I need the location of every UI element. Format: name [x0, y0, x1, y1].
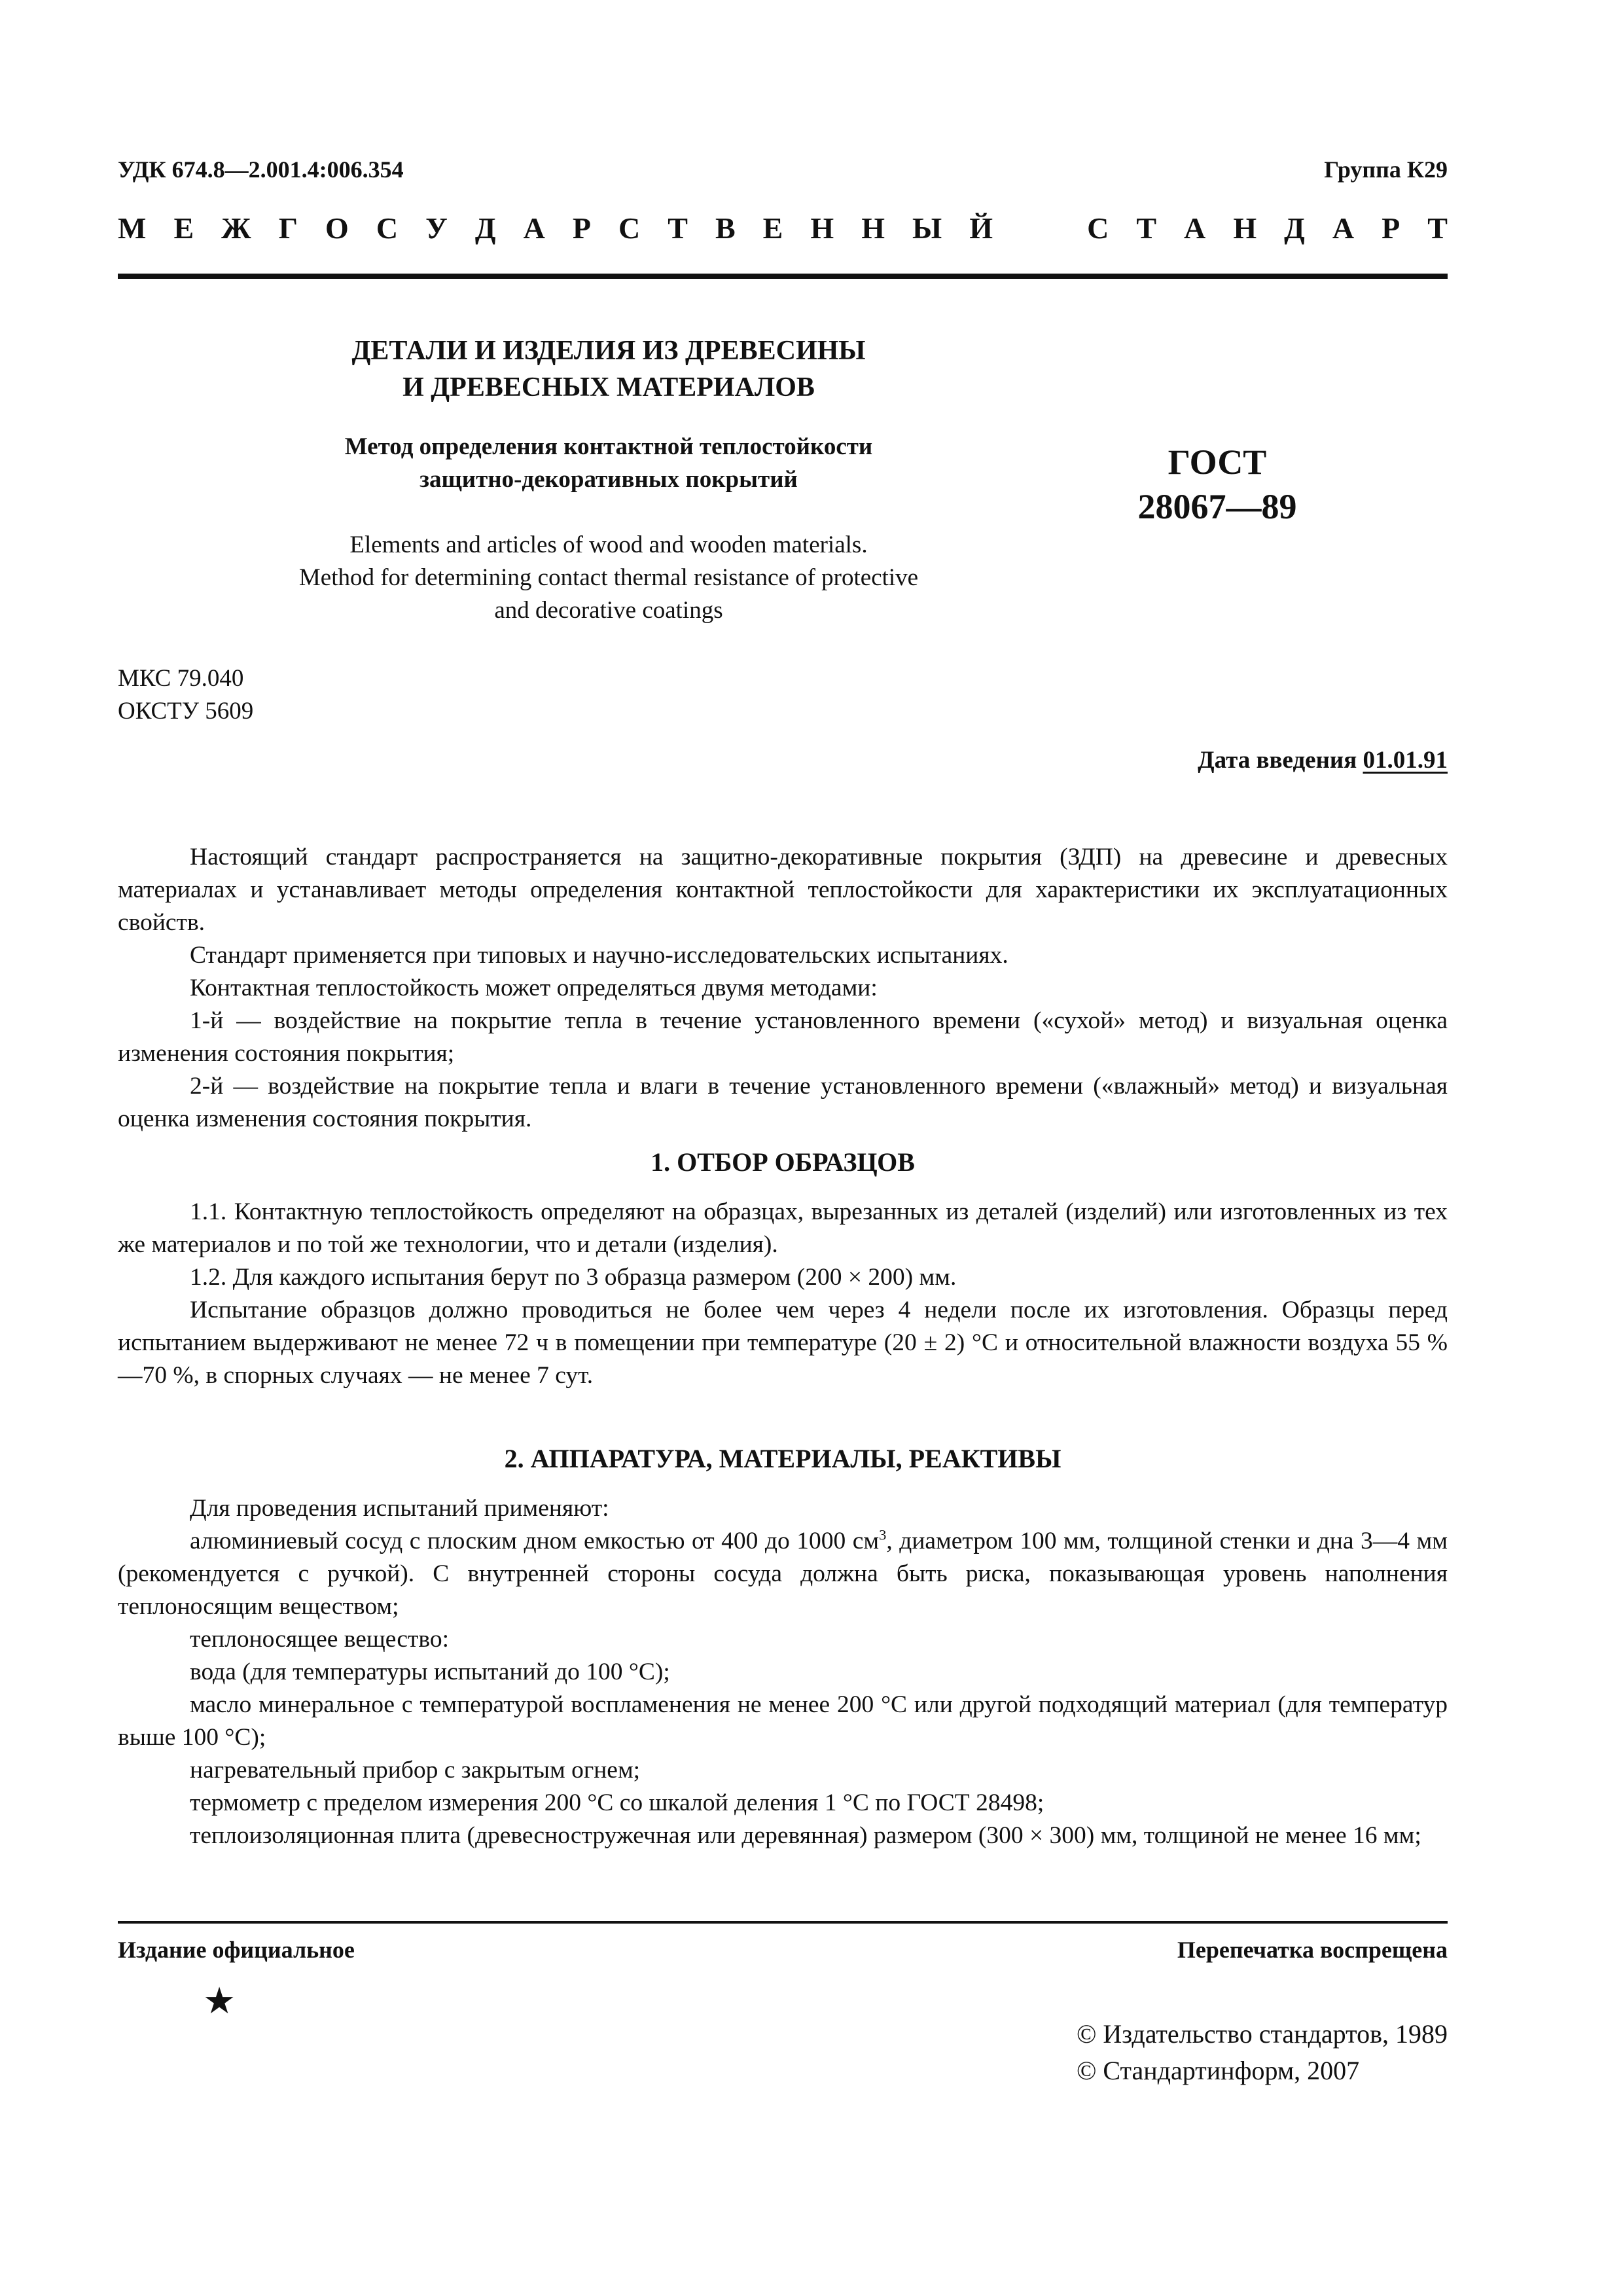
banner-letter: Т: [1427, 211, 1448, 245]
section-1-paragraph: 1.2. Для каждого испытания берут по 3 образца размером (200 × 200) мм.: [190, 1264, 957, 1291]
english-title-line-2: Method for determining contact thermal resistance of protective: [298, 564, 919, 591]
section-1-heading: 1. ОТБОР ОБРАЗЦОВ: [651, 1147, 915, 1177]
group-code: Группа К29: [1324, 156, 1448, 183]
banner-letter: Д: [1284, 211, 1305, 245]
banner-letter: С: [1087, 211, 1109, 245]
document-title: [249, 332, 969, 406]
banner-letter: Н: [1233, 211, 1257, 245]
banner-letter: Д: [474, 211, 496, 245]
section-1-paragraph: Испытание образцов должно проводиться не более чем через 4 недели после их изготовления. Образцы перед испытанием выдерживают не менее 72 ч в помещении при температуре (20 ± 2) °С и относительной влажности воздуха 55 %—70 %, в спорных случаях — не менее 7 сут.: [118, 1297, 1448, 1389]
banner-letter: В: [715, 211, 736, 245]
banner-letter: Р: [1382, 211, 1400, 245]
intro-paragraph: Стандарт применяется при типовых и научно-исследовательских испытаниях.: [190, 942, 1008, 969]
copyright-block: [1077, 2016, 1448, 2089]
footer-rule: [118, 1921, 1448, 1924]
banner-letter: О: [325, 211, 349, 245]
banner-letter: Г: [278, 211, 298, 245]
star-icon: ★: [203, 1981, 236, 2022]
gost-number: [1060, 440, 1374, 529]
banner-letter: С: [618, 211, 641, 245]
banner-letter: А: [1184, 211, 1206, 245]
english-title-line-1: Elements and articles of wood and wooden materials.: [349, 531, 868, 558]
section-1-text: [118, 1196, 1448, 1392]
intro-paragraph: 1-й — воздействие на покрытие тепла в течение установленного времени («сухой» метод) и визуальная оценка изменения состояния покрытия;: [118, 1007, 1448, 1067]
title-line-1: ДЕТАЛИ И ИЗДЕЛИЯ ИЗ ДРЕВЕСИНЫ: [351, 336, 866, 366]
section-2-paragraph: теплоносящее вещество:: [190, 1626, 449, 1653]
banner-letter: Н: [810, 211, 834, 245]
section-2-heading: 2. АППАРАТУРА, МАТЕРИАЛЫ, РЕАКТИВЫ: [504, 1444, 1061, 1473]
banner-letter: Е: [762, 211, 783, 245]
banner-letter: А: [1332, 211, 1355, 245]
gost-code: 28067—89: [1137, 487, 1297, 526]
interstate-standard-banner: [118, 213, 1448, 243]
subtitle-line-2: защитно-декоративных покрытий: [419, 466, 798, 493]
section-2-paragraph: теплоизоляционная плита (древесностружечная или деревянная) размером (300 × 300) мм, толщиной не менее 16 мм;: [190, 1822, 1421, 1849]
introduction-date-value: 01.01.91: [1363, 747, 1448, 774]
reprint-prohibited-label: Перепечатка воспрещена: [1177, 1937, 1448, 1963]
subtitle-line-1: Метод определения контактной теплостойкости: [344, 433, 873, 460]
banner-letter: У: [425, 211, 448, 245]
document-subtitle: [249, 431, 969, 496]
banner-letter: Ы: [912, 211, 942, 245]
section-2-paragraph: термометр с пределом измерения 200 °С со шкалой деления 1 °С по ГОСТ 28498;: [190, 1789, 1044, 1816]
section-2-paragraph: [118, 1525, 1448, 1623]
header-rule: [118, 274, 1448, 279]
classification-codes: [118, 662, 253, 728]
section-2-paragraph: масло минеральное с температурой воспламенения не менее 200 °С или другой подходящий материал (для температур выше 100 °С);: [118, 1691, 1448, 1751]
intro-paragraph: Контактная теплостойкость может определяться двумя методами:: [190, 975, 878, 1001]
section-2-text: [118, 1492, 1448, 1852]
introduction-date: [1198, 746, 1448, 774]
section-1-paragraph: 1.1. Контактную теплостойкость определяют на образцах, вырезанных из деталей (изделий) или изготовленных из тех же материалов и по той же технологии, что и детали (изделия).: [118, 1198, 1448, 1258]
gost-label: ГОСТ: [1168, 442, 1267, 482]
banner-letter: С: [376, 211, 399, 245]
copyright-line-1: © Издательство стандартов, 1989: [1076, 2019, 1448, 2049]
banner-letter: Р: [572, 211, 591, 245]
english-title: [216, 529, 1001, 627]
banner-letter: Т: [1136, 211, 1157, 245]
banner-letter: А: [523, 211, 545, 245]
section-2-paragraph: вода (для температуры испытаний до 100 °С);: [190, 1659, 670, 1685]
udk-code: УДК 674.8—2.001.4:006.354: [118, 156, 404, 183]
banner-letter: Й: [969, 211, 993, 245]
intro-paragraph: Настоящий стандарт распространяется на защитно-декоративные покрытия (ЗДП) на древесине и древесных материалах и устанавливает методы определения контактной теплостойкости для характеристики их эксплуатационных свойств.: [118, 844, 1448, 936]
banner-letter: Ж: [221, 211, 251, 245]
banner-word-gap: [1020, 213, 1060, 243]
introduction-text: [118, 841, 1448, 1136]
section-2-paragraph: Для проведения испытаний применяют:: [190, 1495, 609, 1522]
title-line-2: И ДРЕВЕСНЫХ МАТЕРИАЛОВ: [402, 372, 815, 403]
okstu-code: ОКСТУ 5609: [118, 698, 254, 725]
cubic-superscript: 3: [879, 1526, 887, 1543]
english-title-line-3: and decorative coatings: [494, 597, 723, 624]
banner-letter: Т: [668, 211, 688, 245]
copyright-line-2: © Стандартинформ, 2007: [1076, 2056, 1360, 2085]
intro-paragraph: 2-й — воздействие на покрытие тепла и влаги в течение установленного времени («влажный» метод) и визуальная оценка изменения состояния покрытия.: [118, 1073, 1448, 1132]
banner-letter: Е: [173, 211, 194, 245]
section-2-paragraph: нагревательный прибор с закрытым огнем;: [190, 1757, 641, 1784]
vessel-text-b: , диаметром 100 мм, толщиной стенки и дна 3—4 мм (рекомендуется с ручкой). С внутренней стороны сосуда должна быть риска, показывающая уровень наполнения теплоносящим веществом;: [118, 1528, 1448, 1620]
official-edition-label: Издание официальное: [118, 1937, 355, 1963]
mks-code: МКС 79.040: [118, 665, 244, 692]
introduction-date-label: Дата введения: [1198, 747, 1363, 774]
banner-letter: М: [118, 211, 147, 245]
banner-letter: Н: [861, 211, 885, 245]
vessel-text-a: алюминиевый сосуд с плоским дном емкостью от 400 до 1000 см: [190, 1528, 880, 1554]
